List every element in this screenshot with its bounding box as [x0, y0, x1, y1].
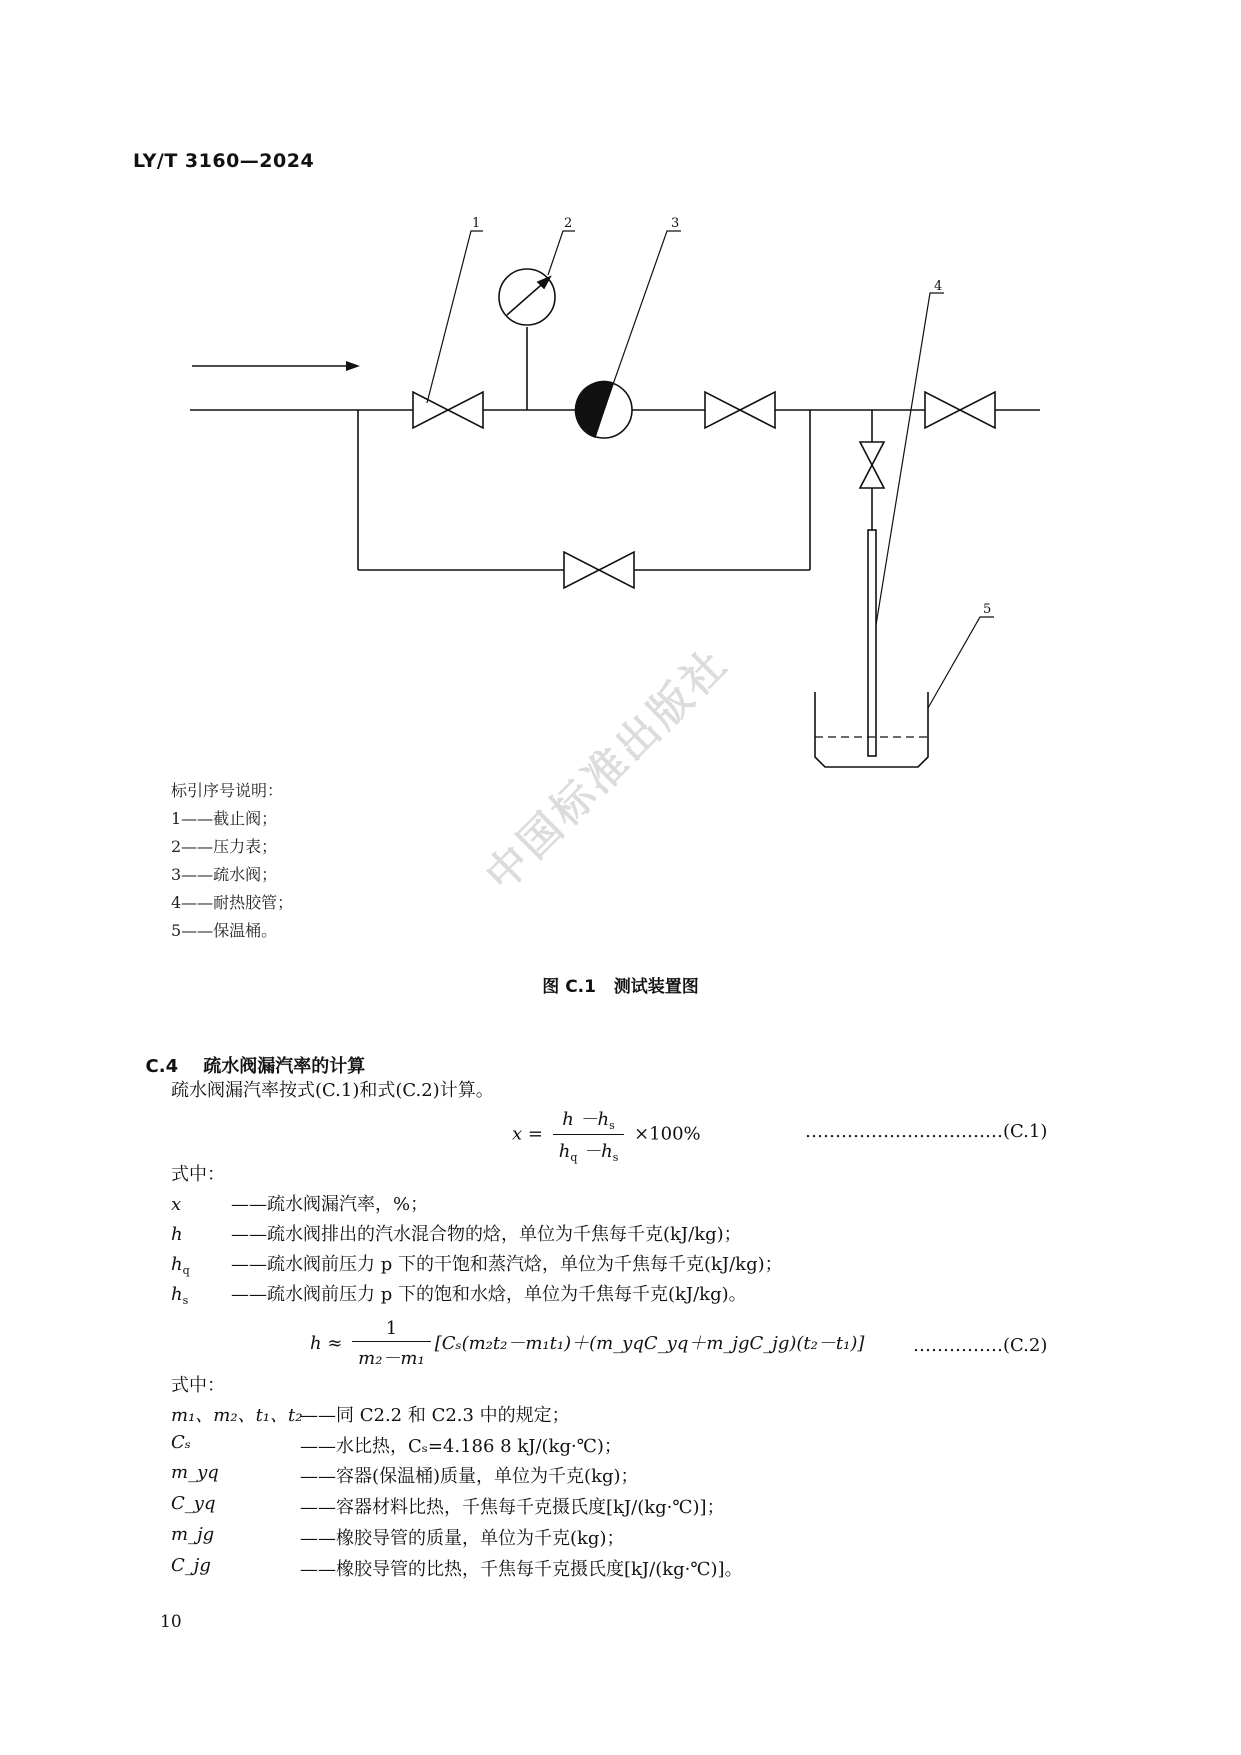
variable-description: ——橡胶导管的比热，千焦每千克摄氏度[kJ/(kg·℃)]。 — [300, 1559, 743, 1580]
leader-2 — [548, 231, 575, 275]
callout-3: 3 — [671, 216, 680, 231]
variable-symbol: C_jg — [171, 1555, 211, 1576]
leader-1 — [427, 231, 483, 403]
figure-caption: 图 C.1 测试装置图 — [542, 977, 699, 997]
leader-5 — [928, 617, 994, 708]
callout-4: 4 — [934, 279, 943, 294]
stop-valve-1 — [413, 392, 483, 428]
variable-definition: x ——疏水阀漏汽率，%； — [171, 1194, 429, 1215]
legend-item: 3——疏水阀； — [171, 865, 278, 884]
legend-item: 2——压力表； — [171, 837, 278, 856]
callout-2: 2 — [564, 216, 573, 231]
valve-branch — [860, 442, 884, 488]
legend-title: 标引序号说明： — [171, 781, 284, 800]
variable-definition: $h_q$ ——疏水阀前压力 p 下的干饱和蒸汽焓，单位为千焦每千克(kJ/kg)； — [171, 1254, 783, 1277]
leader-4 — [876, 293, 944, 625]
equation-c2: h ≈ $\frac{1}{\text{m₂－m₁}}$ [Cₛ(m₂t₂－m₁t₁)＋(m_yqC_yq＋m_jgC_jg)(t₂－t₁)] — [310, 1318, 865, 1369]
valve-outlet — [925, 392, 995, 428]
legend-item: 5——保温桶。 — [171, 921, 278, 940]
variable-definition: $h_s$ ——疏水阀前压力 p 下的饱和水焓，单位为千焦每千克(kJ/kg)。 — [171, 1284, 747, 1307]
standard-code: LY/T 3160—2024 — [133, 150, 315, 172]
leader-3 — [604, 231, 681, 410]
variable-symbol: Cₛ — [171, 1432, 191, 1453]
pressure-gauge — [499, 269, 555, 325]
variable-symbol: m_jg — [171, 1524, 215, 1545]
watermark: 中国标准出版社 — [475, 637, 739, 901]
equation-c2-number: ……………(C.2) — [913, 1335, 1048, 1356]
section-heading — [133, 1031, 365, 1078]
intro-text: 疏水阀漏汽率按式(C.1)和式(C.2)计算。 — [171, 1080, 494, 1101]
valve-downstream — [705, 392, 775, 428]
page-number: 10 — [160, 1612, 182, 1632]
variable-symbol: m_yq — [171, 1462, 219, 1483]
heat-resistant-hose — [868, 530, 876, 756]
callout-5: 5 — [983, 602, 992, 617]
callout-1: 1 — [472, 216, 481, 231]
variable-description: ——容器材料比热，千焦每千克摄氏度[kJ/(kg·℃)]； — [300, 1497, 725, 1518]
variable-description: ——橡胶导管的质量，单位为千克(kg)； — [300, 1528, 625, 1549]
variable-description: ——同 C2.2 和 C2.3 中的规定； — [300, 1405, 570, 1426]
where-label: 式中： — [171, 1375, 225, 1396]
variable-definition: h ——疏水阀排出的汽水混合物的焓，单位为千焦每千克(kJ/kg)； — [171, 1224, 742, 1245]
variable-description: ——水比热，Cₛ=4.186 8 kJ/(kg·℃)； — [300, 1436, 622, 1457]
section-title: 疏水阀漏汽率的计算 — [203, 1056, 366, 1077]
valve-bypass — [564, 552, 634, 588]
equation-c1: x = $\frac{h -h_s}{h_q -h_s}$ ×100% — [512, 1105, 701, 1164]
variable-symbol: C_yq — [171, 1493, 216, 1514]
test-apparatus-diagram — [0, 0, 1241, 800]
equation-c1-number: ……………………………(C.1) — [805, 1121, 1048, 1142]
section-number: C.4 — [145, 1056, 179, 1077]
variable-symbol: m₁、m₂、t₁、t₂ — [171, 1405, 303, 1426]
where-label: 式中： — [171, 1164, 225, 1185]
variable-description: ——容器(保温桶)质量，单位为千克(kg)； — [300, 1466, 639, 1487]
legend-item: 4——耐热胶管； — [171, 893, 294, 912]
legend-item: 1——截止阀； — [171, 809, 278, 828]
